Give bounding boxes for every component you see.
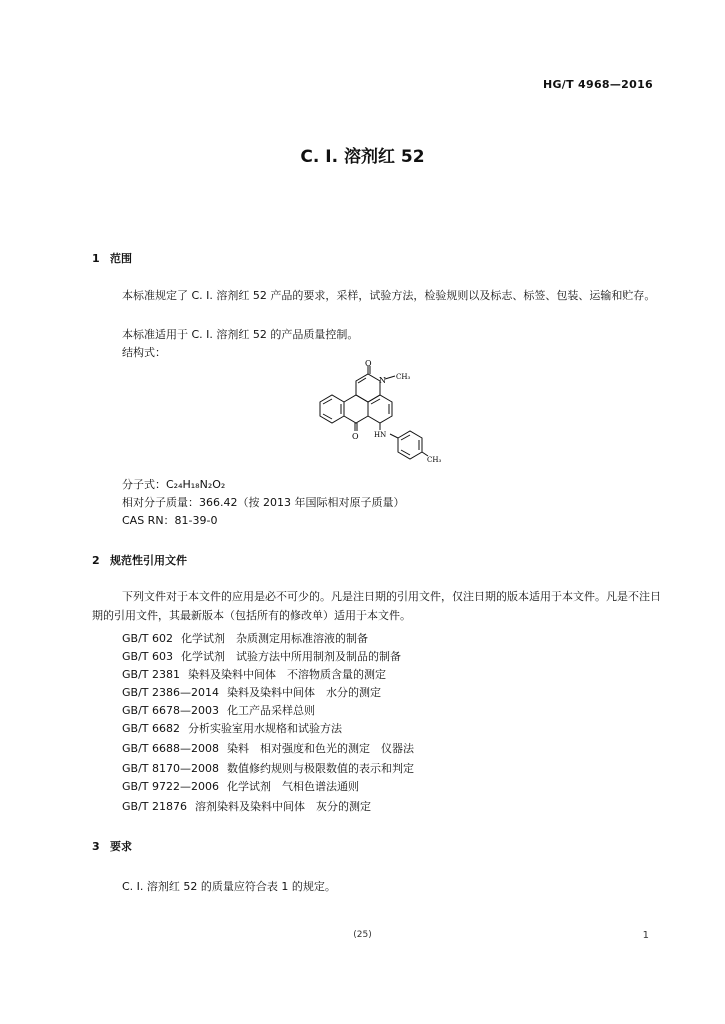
page-number: 1 xyxy=(642,930,649,941)
reference-title: 溶剂染料及染料中间体 灰分的测定 xyxy=(195,800,371,813)
reference-item xyxy=(122,666,386,682)
references-intro: 下列文件对于本文件的应用是必不可少的。凡是注日期的引用文件，仅注日期的版本适用于本文件。凡是不注日期的引用文件，其最新版本（包括所有的修改单）适用于本文件。 xyxy=(92,590,661,622)
reference-code: GB/T 6688—2008 xyxy=(122,742,219,755)
atom-o-top: O xyxy=(365,359,372,368)
section-heading-2 xyxy=(92,552,187,568)
scope-applicability: 本标准适用于 C. I. 溶剂红 52 的产品质量控制。 xyxy=(122,328,359,341)
scope-paragraph: 本标准规定了 C. I. 溶剂红 52 产品的要求，采样，试验方法，检验规则以及标志、标签、包装、运输和贮存。 xyxy=(122,289,656,302)
molecular-formula: 分子式：C₂₄H₁₈N₂O₂ xyxy=(122,478,226,491)
reference-title: 染料及染料中间体 水分的测定 xyxy=(226,686,381,699)
reference-title: 化学试剂 杂质测定用标准溶液的制备 xyxy=(181,632,368,645)
section-heading-1 xyxy=(92,250,132,266)
section-heading-3 xyxy=(92,838,132,854)
reference-code: GB/T 8170—2008 xyxy=(122,762,219,775)
reference-title: 数值修约规则与极限数值的表示和判定 xyxy=(226,762,414,775)
reference-code: GB/T 2386—2014 xyxy=(122,686,219,699)
reference-code: GB/T 6678—2003 xyxy=(122,704,219,717)
reference-code: GB/T 602 xyxy=(122,632,173,645)
atom-n-ring: N xyxy=(379,376,386,385)
reference-item xyxy=(122,760,414,776)
section-title: 要求 xyxy=(110,840,132,853)
atom-methyl-top: CH₃ xyxy=(396,373,411,381)
page-code: (25) xyxy=(353,930,372,940)
atom-o-bottom: O xyxy=(352,432,359,441)
requirements-text: C. I. 溶剂红 52 的质量应符合表 1 的规定。 xyxy=(122,880,336,893)
reference-title: 分析实验室用水规格和试验方法 xyxy=(188,722,342,735)
reference-item xyxy=(122,720,342,736)
reference-code: GB/T 6682 xyxy=(122,722,180,735)
cas-number: CAS RN：81-39-0 xyxy=(122,514,218,527)
reference-title: 化工产品采样总则 xyxy=(226,704,315,717)
reference-title: 化学试剂 气相色谱法通则 xyxy=(226,780,359,793)
standard-number: HG/T 4968—2016 xyxy=(542,78,653,91)
reference-code: GB/T 21876 xyxy=(122,800,187,813)
reference-title: 染料及染料中间体 不溶物质含量的测定 xyxy=(188,668,386,681)
document-title: C. I. 溶剂红 52 xyxy=(300,147,425,167)
section-number: 3 xyxy=(92,840,100,853)
section-number: 1 xyxy=(92,252,100,265)
reference-code: GB/T 603 xyxy=(122,650,173,663)
section-title: 范围 xyxy=(110,252,132,265)
structure-label: 结构式： xyxy=(122,346,166,359)
reference-item xyxy=(122,648,401,664)
reference-code: GB/T 9722—2006 xyxy=(122,780,219,793)
reference-item xyxy=(122,630,368,646)
reference-item xyxy=(122,740,414,756)
reference-code: GB/T 2381 xyxy=(122,668,180,681)
atom-methyl-bottom: CH₃ xyxy=(427,456,442,464)
molecular-mass: 相对分子质量：366.42（按 2013 年国际相对原子质量） xyxy=(122,496,405,509)
section-number: 2 xyxy=(92,554,100,567)
reference-item xyxy=(122,798,371,814)
atom-hn: HN xyxy=(374,431,387,439)
reference-item xyxy=(122,684,381,700)
section-title: 规范性引用文件 xyxy=(110,554,187,567)
reference-title: 染料 相对强度和色光的测定 仪器法 xyxy=(226,742,414,755)
reference-item xyxy=(122,702,315,718)
structural-formula xyxy=(300,358,450,473)
reference-item xyxy=(122,778,359,794)
reference-title: 化学试剂 试验方法中所用制剂及制品的制备 xyxy=(181,650,401,663)
